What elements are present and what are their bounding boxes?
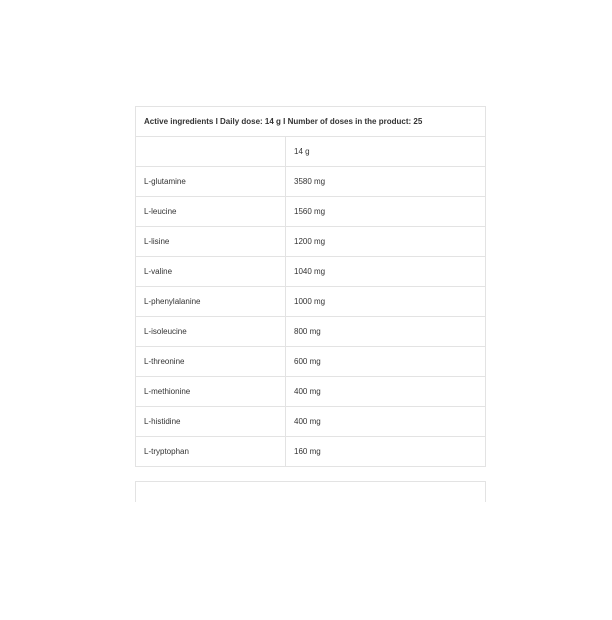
ingredient-amount: 400 mg xyxy=(286,407,486,437)
table-row xyxy=(136,257,486,287)
ingredient-amount: 1040 mg xyxy=(286,257,486,287)
ingredient-amount: 400 mg xyxy=(286,377,486,407)
ingredient-amount: 1200 mg xyxy=(286,227,486,257)
ingredient-amount: 1560 mg xyxy=(286,197,486,227)
ingredient-name: L-histidine xyxy=(136,407,286,437)
table-row xyxy=(136,407,486,437)
ingredient-amount: 800 mg xyxy=(286,317,486,347)
table-row xyxy=(136,167,486,197)
table-row xyxy=(136,227,486,257)
ingredient-name: L-threonine xyxy=(136,347,286,377)
table-row xyxy=(136,377,486,407)
table-caption-row xyxy=(136,107,486,137)
ingredient-amount: 3580 mg xyxy=(286,167,486,197)
table-row xyxy=(136,347,486,377)
table-caption: Active ingredients I Daily dose: 14 g I Number of doses in the product: 25 xyxy=(136,107,486,137)
table-row xyxy=(136,437,486,467)
table-header-row xyxy=(136,137,486,167)
ingredient-amount: 160 mg xyxy=(286,437,486,467)
table-row xyxy=(136,287,486,317)
table-row xyxy=(136,197,486,227)
ingredient-amount: 600 mg xyxy=(286,347,486,377)
header-name-cell xyxy=(136,137,286,167)
ingredient-amount: 1000 mg xyxy=(286,287,486,317)
ingredient-name: L-glutamine xyxy=(136,167,286,197)
ingredient-name: L-isoleucine xyxy=(136,317,286,347)
ingredient-name: L-phenylalanine xyxy=(136,287,286,317)
header-dose-cell: 14 g xyxy=(286,137,486,167)
ingredient-name: L-lisine xyxy=(136,227,286,257)
ingredient-name: L-tryptophan xyxy=(136,437,286,467)
next-table-outline xyxy=(135,481,486,502)
table-row xyxy=(136,317,486,347)
ingredient-name: L-methionine xyxy=(136,377,286,407)
ingredient-name: L-leucine xyxy=(136,197,286,227)
active-ingredients-table xyxy=(135,106,486,467)
ingredient-name: L-valine xyxy=(136,257,286,287)
